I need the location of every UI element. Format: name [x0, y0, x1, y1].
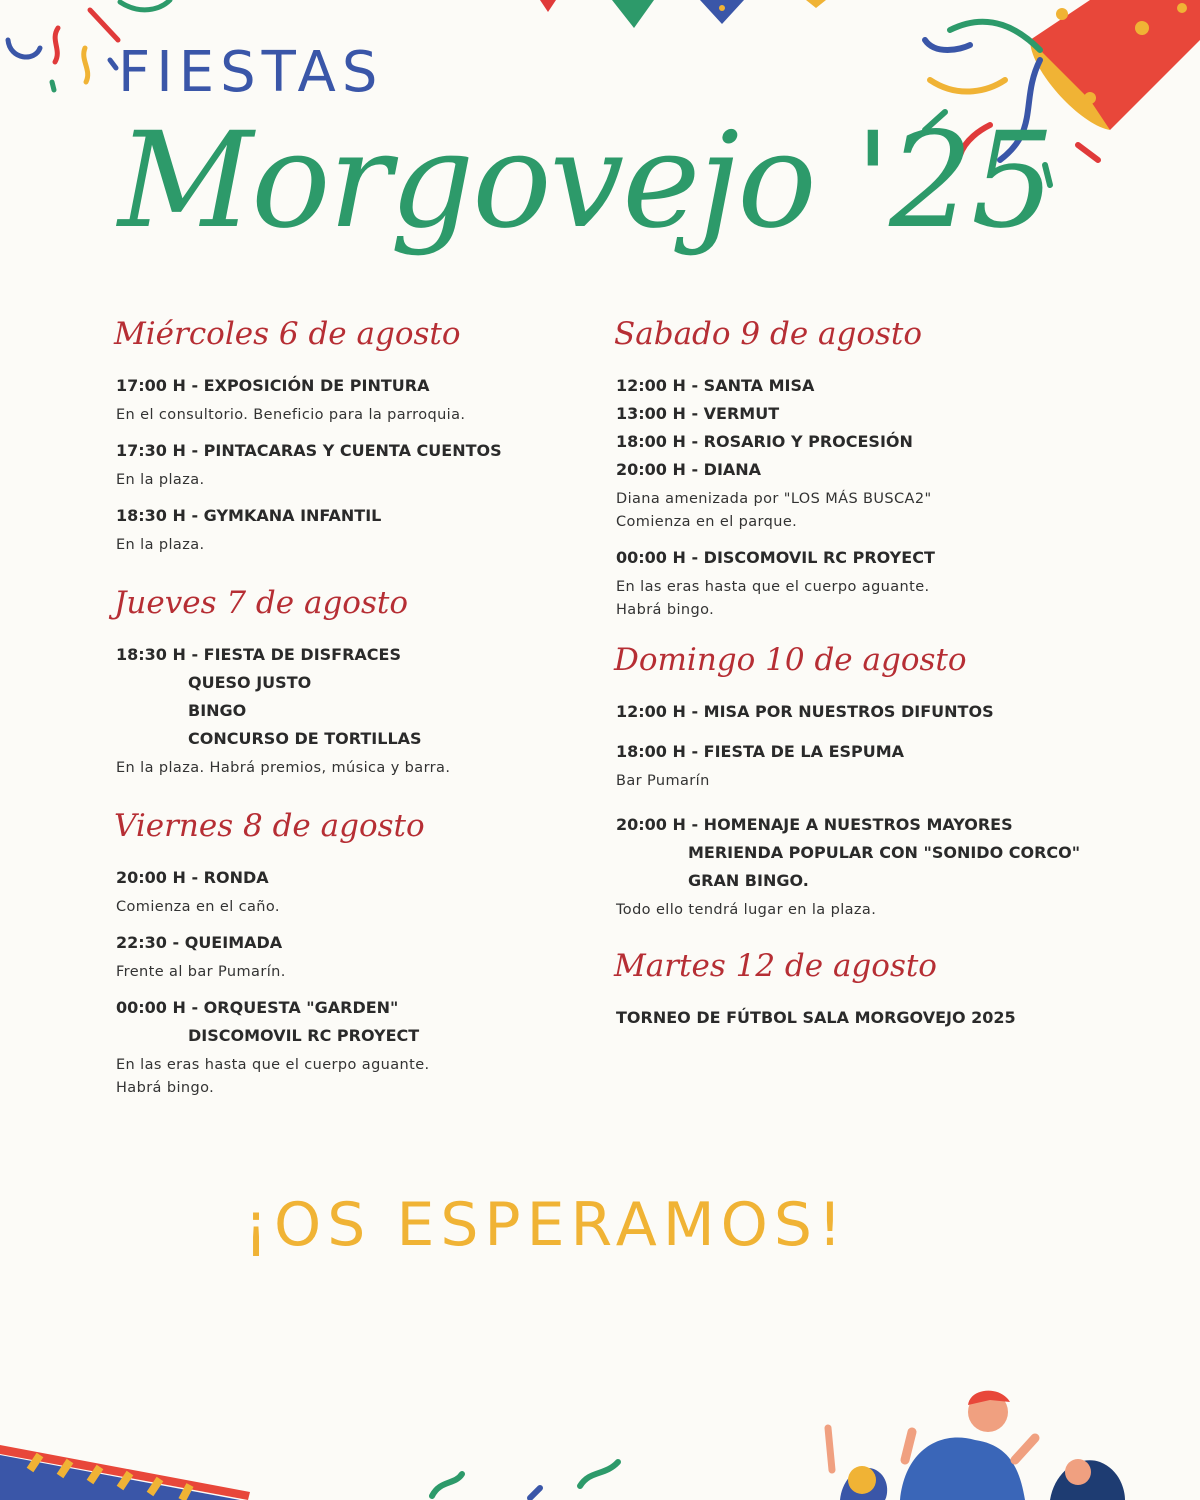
event-description: Diana amenizada por "LOS MÁS BUSCA2" — [616, 491, 932, 507]
schedule-left-column — [108, 316, 548, 1110]
event-item: 00:00 H - DISCOMOVIL RC PROYECT — [616, 548, 935, 567]
event-item: 00:00 H - ORQUESTA "GARDEN" — [116, 998, 399, 1017]
event-description: Todo ello tendrá lugar en la plaza. — [616, 902, 877, 918]
event-item: 17:00 H - EXPOSICIÓN DE PINTURA — [116, 376, 430, 395]
event-description: Habrá bingo. — [616, 602, 715, 618]
event-item: 17:30 H - PINTACARAS Y CUENTA CUENTOS — [116, 441, 502, 460]
event-subitem: MERIENDA POPULAR CON "SONIDO CORCO" — [688, 843, 1081, 862]
event-description: Comienza en el caño. — [116, 899, 280, 915]
event-item: 20:00 H - DIANA — [616, 460, 762, 479]
day-heading-saturday: Sabado 9 de agosto — [614, 316, 923, 352]
event-subitem: GRAN BINGO. — [688, 871, 809, 890]
event-description: En las eras hasta que el cuerpo aguante. — [116, 1057, 430, 1073]
header-main-title: Morgovejo '25 — [118, 104, 1053, 258]
striped-horn-icon — [0, 1445, 250, 1500]
event-item: 18:00 H - ROSARIO Y PROCESIÓN — [616, 432, 913, 451]
event-description: Frente al bar Pumarín. — [116, 964, 286, 980]
event-description: Bar Pumarín — [616, 773, 710, 789]
event-subitem: CONCURSO DE TORTILLAS — [188, 729, 422, 748]
dancing-people-icon — [828, 1391, 1125, 1500]
closing-message: ¡OS ESPERAMOS! — [244, 1190, 848, 1260]
event-item: 20:00 H - RONDA — [116, 868, 269, 887]
event-item: 18:30 H - FIESTA DE DISFRACES — [116, 645, 401, 664]
event-item: 18:00 H - FIESTA DE LA ESPUMA — [616, 742, 905, 761]
event-item: TORNEO DE FÚTBOL SALA MORGOVEJO 2025 — [616, 1008, 1016, 1027]
event-item: 12:00 H - MISA POR NUESTROS DIFUNTOS — [616, 702, 994, 721]
event-description: En la plaza. Habrá premios, música y barra. — [116, 760, 451, 776]
event-description: En la plaza. — [116, 472, 205, 488]
event-description: En el consultorio. Beneficio para la parroquia. — [116, 407, 466, 423]
day-heading-thursday: Jueves 7 de agosto — [114, 585, 409, 621]
day-heading-tuesday: Martes 12 de agosto — [614, 948, 937, 984]
event-item: 22:30 - QUEIMADA — [116, 933, 283, 952]
bunting-flags-icon — [540, 0, 826, 28]
day-heading-sunday: Domingo 10 de agosto — [614, 642, 967, 678]
event-item: 12:00 H - SANTA MISA — [616, 376, 815, 395]
event-description: Habrá bingo. — [116, 1080, 215, 1096]
event-item: 18:30 H - GYMKANA INFANTIL — [116, 506, 382, 525]
day-heading-wednesday: Miércoles 6 de agosto — [114, 316, 461, 352]
event-subitem: DISCOMOVIL RC PROYECT — [188, 1026, 420, 1045]
day-heading-friday: Viernes 8 de agosto — [114, 808, 425, 844]
schedule-right-column — [608, 316, 1081, 1032]
event-description: En las eras hasta que el cuerpo aguante. — [616, 579, 930, 595]
confetti-bottom-icon — [432, 1462, 618, 1498]
event-description: En la plaza. — [116, 537, 205, 553]
event-item: 20:00 H - HOMENAJE A NUESTROS MAYORES — [616, 815, 1013, 834]
event-description: Comienza en el parque. — [616, 514, 798, 530]
event-subitem: QUESO JUSTO — [188, 673, 312, 692]
event-subitem: BINGO — [188, 701, 247, 720]
header-fiestas: FIESTAS — [118, 40, 384, 105]
event-item: 13:00 H - VERMUT — [616, 404, 780, 423]
